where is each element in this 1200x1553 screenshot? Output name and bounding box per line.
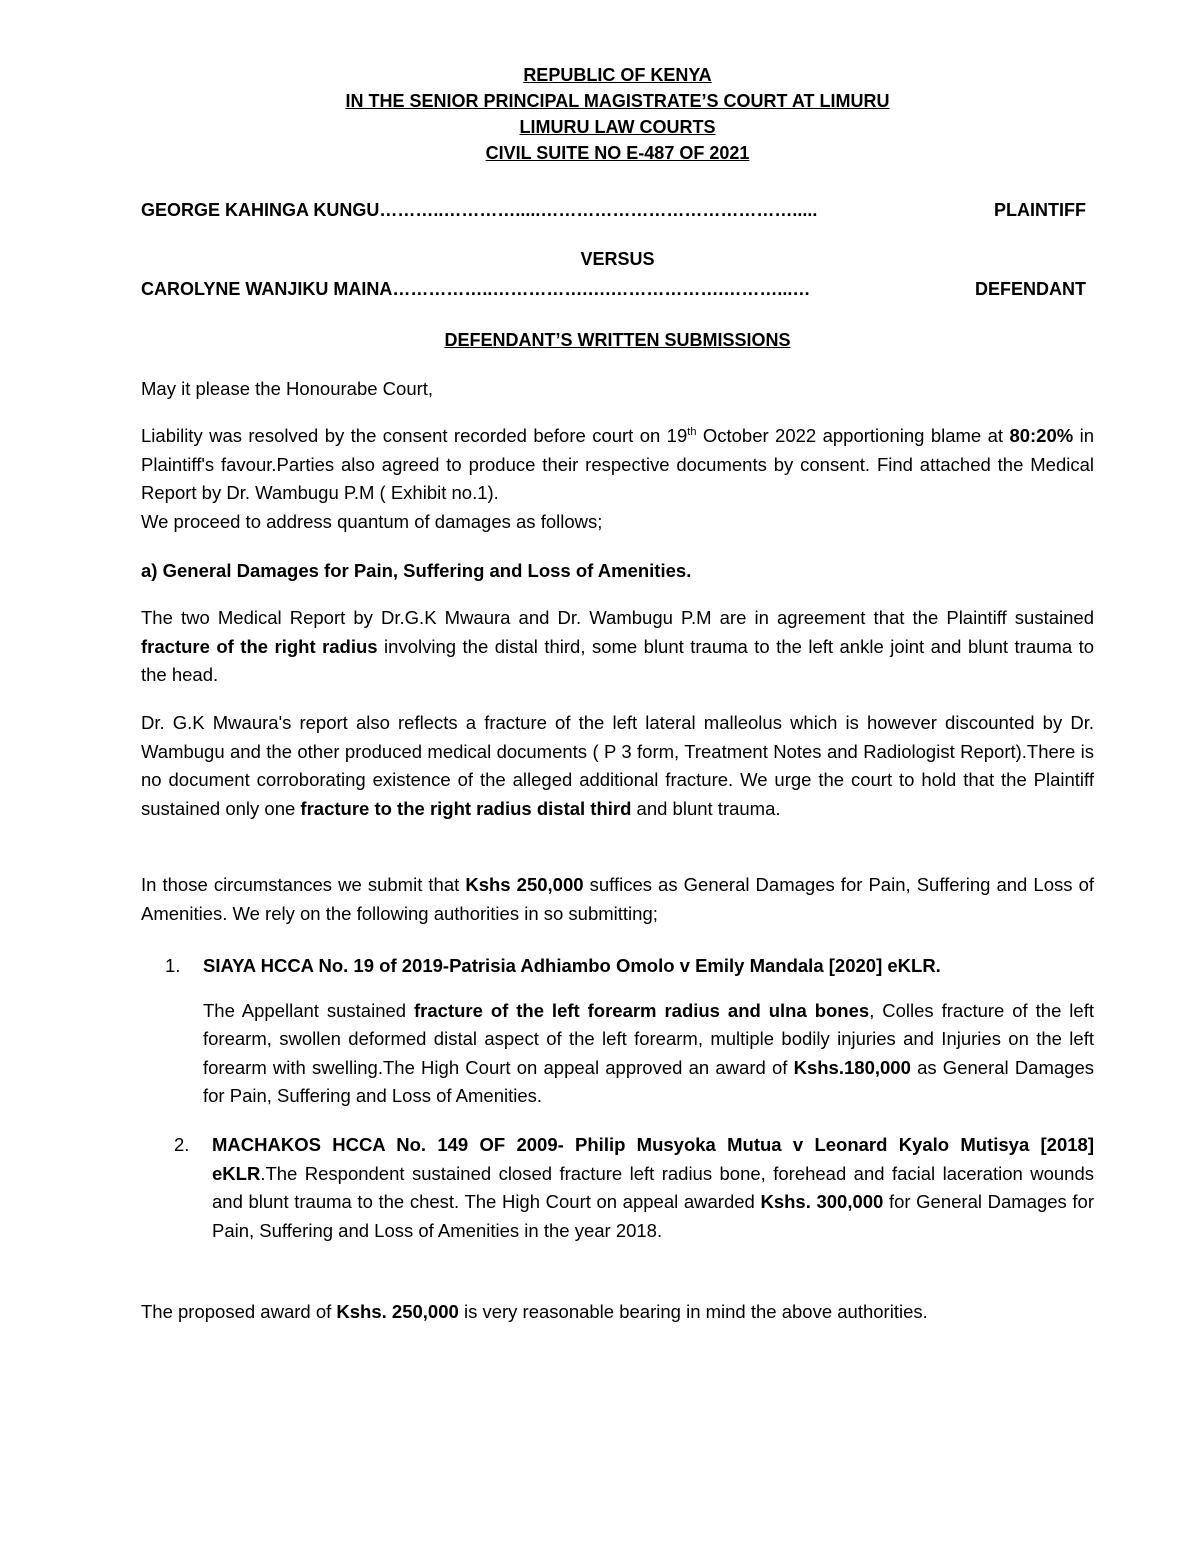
authority-item-1 (165, 952, 1094, 1111)
liability-text-3: in Plaintiff's favour.Parties also agreed to produce their respective documents by consent. Find attached the Medical Report by Dr. Wambugu P.M ( Exhibit no.1). (141, 425, 1094, 503)
defendant-role: DEFENDANT (975, 279, 1086, 299)
mwaura-text-1: Dr. G.K Mwaura's report also reflects a fracture of the left lateral malleolus which is however discounted by Dr. Wambugu and the other produced medical documents ( P 3 form, Treatment Notes and Radiologist Report).There is no document corroborating existence of the alleged additional fracture. We urge the court to hold that the Plaintiff sustained only one (141, 712, 1094, 819)
heading-court: IN THE SENIOR PRINCIPAL MAGISTRATE’S COURT AT LIMURU (345, 91, 890, 111)
defendant-dots: ……………..…………….….……………….………...… (392, 279, 811, 299)
authority-text-3: as General Damages for Pain, Suffering and Loss of Amenities. (203, 1056, 1094, 1106)
authority-title: MACHAKOS HCCA No. 149 OF 2009- Philip Musyoka Mutua v Leonard Kyalo Mutisya [2018] eKLR (212, 1134, 1094, 1184)
mwaura-text-2: and blunt trauma. (631, 797, 781, 819)
authority-text-2: for General Damages for Pain, Suffering and Loss of Amenities in the year 2018. (212, 1191, 1094, 1241)
liability-date-suffix: th (687, 425, 697, 438)
heading-law-courts: LIMURU LAW COURTS (519, 117, 716, 137)
conclusion-paragraph (141, 1298, 1094, 1327)
liability-paragraph (141, 422, 1094, 508)
circumstances-bold-1: Kshs 250,000 (465, 874, 584, 895)
conclusion-text-1: The proposed award of (141, 1301, 337, 1322)
authority-text-1: .The Respondent sustained closed fracture left radius bone, forehead and facial laceration wounds and blunt trauma to the chest. The High Court on appeal awarded (212, 1162, 1094, 1212)
document-page (141, 0, 1094, 1553)
authority-text-2: , Colles fracture of the left forearm, swollen deformed distal aspect of the left forearm, multiple bodily injuries and Injuries on the left forearm with swelling.The High Court on appeal approved an award of (203, 999, 1094, 1078)
circumstances-paragraph (141, 871, 1094, 928)
mwaura-paragraph (141, 709, 1094, 823)
quantum-intro: We proceed to address quantum of damages as follows; (141, 511, 603, 532)
heading-republic: REPUBLIC OF KENYA (523, 65, 712, 85)
plaintiff-dots: ………..………….....……………………………………..... (379, 200, 818, 220)
medical-paragraph (141, 604, 1094, 690)
versus-label: VERSUS (580, 249, 655, 269)
circumstances-text-1: In those circumstances we submit that (141, 874, 466, 895)
authority-title: SIAYA HCCA No. 19 of 2019-Patrisia Adhiambo Omolo v Emily Mandala [2020] eKLR. (203, 955, 941, 976)
authority-number: 2. (174, 1134, 190, 1155)
authority-text-1: The Appellant sustained (203, 999, 415, 1021)
medical-text-2: involving the distal third, some blunt trauma to the left ankle joint and blunt trauma to the head. (141, 635, 1094, 685)
liability-ratio: 80:20% (1009, 425, 1074, 446)
salutation: May it please the Honourabe Court, (141, 378, 434, 399)
plaintiff-role: PLAINTIFF (994, 200, 1086, 220)
authority-bold-2: Kshs.180,000 (793, 1056, 911, 1078)
authority-bold-1: fracture of the left forearm radius and ulna bones (414, 999, 870, 1021)
conclusion-text-2: is very reasonable bearing in mind the above authorities. (458, 1301, 928, 1322)
liability-text-2: October 2022 apportioning blame at (696, 425, 1010, 446)
court-heading (141, 62, 1094, 166)
mwaura-bold-1: fracture to the right radius distal third (300, 797, 632, 819)
authority-bold-1: Kshs. 300,000 (760, 1191, 884, 1212)
defendant-line (141, 276, 1086, 302)
authority-number: 1. (165, 955, 181, 976)
plaintiff-line (141, 197, 1086, 223)
liability-text-1: Liability was resolved by the consent recorded before court on 19 (141, 425, 688, 446)
conclusion-bold-1: Kshs. 250,000 (336, 1301, 459, 1322)
authority-body (203, 997, 1094, 1111)
defendant-name: CAROLYNE WANJIKU MAINA (141, 279, 393, 299)
authority-body (212, 1131, 1094, 1245)
medical-text-1: The two Medical Report by Dr.G.K Mwaura and Dr. Wambugu P.M are in agreement that the Plaintiff sustained (141, 607, 1094, 628)
section-a-heading: a) General Damages for Pain, Suffering and Loss of Amenities. (141, 560, 692, 581)
authority-item-2 (174, 1131, 1094, 1245)
circumstances-text-2: suffices as General Damages for Pain, Suffering and Loss of Amenities. We rely on the following authorities in so submitting; (141, 874, 1094, 924)
heading-suit-number: CIVIL SUITE NO E-487 OF 2021 (485, 143, 750, 163)
plaintiff-name: GEORGE KAHINGA KUNGU (141, 200, 380, 220)
document-title: DEFENDANT’S WRITTEN SUBMISSIONS (444, 330, 791, 350)
medical-bold-1: fracture of the right radius (141, 635, 378, 657)
